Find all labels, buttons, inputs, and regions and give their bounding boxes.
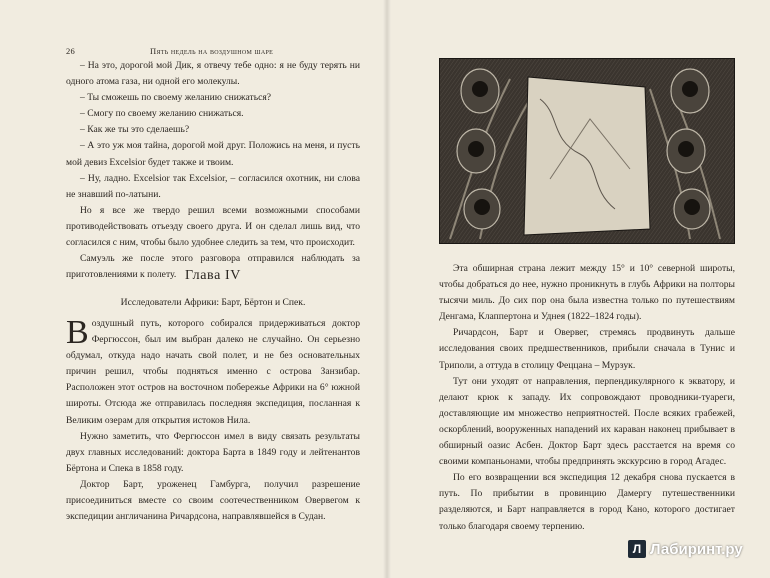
page-number: 26: [66, 46, 76, 56]
paragraph: По его возвращении вся экспедиция 12 декабря снова пускается в путь. По прибытии в провинцию Дамергу путешественники разделяются, и Барт направляется в город Кано, которого достигает только благодаря своему терпению.: [439, 472, 735, 532]
right-body-text: [439, 261, 735, 535]
first-paragraph: [66, 316, 360, 429]
first-paragraph-rest: оздушный путь, которого собирался придерживаться доктор Фергюссон, был им выбран далеко не случайно. Он серьезно обдумал, откуда надо начать свой полет, и не без основательных причин решил, чтобы подняться именно с острова Занзибар. Расположен этот остров на восточном побережье Африки на 6° южной широты. Отсюда же отправилась последняя экспедиция, посланная к Великим озерам для открытия истоков Нила.: [66, 318, 360, 426]
dialogue-line: – А это уж моя тайна, дорогой мой друг. Положись на меня, и пусть мой девиз Excelsior будет также и твоим.: [66, 140, 360, 168]
dialogue-line: – Как же ты это сделаешь?: [80, 124, 190, 136]
chapter-title: Глава IV: [185, 268, 241, 283]
paragraph: Ричардсон, Барт и Овервег, стремясь продвинуть дальше исследования своих предшественников, прибыли сначала в Тунис и Триполи, а оттуда в столицу Феццана – Мурзук.: [439, 327, 735, 371]
paragraph: Доктор Барт, уроженец Гамбурга, получил разрешение присоединиться вместе со своим соотечественником Овервегом к экспедиции англичанина Ричардсона, направлявшейся в Судан.: [66, 478, 360, 523]
watermark: [628, 540, 743, 558]
chapter-body-text: [66, 316, 360, 525]
paragraph: Самуэль же после этого разговора отправился наблюдать за приготовлениями к полету.: [66, 253, 360, 281]
drop-cap: В: [66, 314, 89, 351]
engraving-image: [440, 59, 734, 243]
paragraph: Эта обширная страна лежит между 15° и 10° северной широты, чтобы добраться до нее, нужно проникнуть в глубь Африки на полторы тысячи миль. До сих пор она была известна только по путешествиям Денгама, Клаппертона и Уднея (1822–1824 годы).: [439, 263, 735, 323]
dialogue-line: – На это, дорогой мой Дик, я отвечу тебе одно: я не буду терять ни одного атома газа, ни одной его молекулы.: [66, 60, 360, 88]
engraving-illustration: [439, 58, 735, 244]
dialogue-line: – Ты сможешь по своему желанию снижаться?: [80, 92, 272, 104]
running-title: Пять недель на воздушном шаре: [150, 46, 274, 56]
dialogue-line: – Ну, ладно. Excelsior так Excelsior, – согласился охотник, ни слова не знавший по-латыни.: [66, 172, 360, 200]
watermark-logo-icon: Л: [628, 540, 646, 558]
paragraph: Но я все же твердо решил всеми возможными способами противодействовать отъезду своего друга. И он сделал лишь вид, что согласился с ним, чтобы было удобнее следить за тем, что происходит.: [66, 204, 360, 249]
paragraph: Нужно заметить, что Фергюссон имел в виду связать результаты двух главных исследований: доктора Барта в 1849 году и лейтенантов Бёртона и Спека в 1858 году.: [66, 430, 360, 474]
left-top-text: [66, 58, 360, 283]
paragraph: Тут они уходят от направления, перпендикулярного к экватору, и делают крюк к западу. Их сопровождают проводники-туареги, доставляющие им множество неприятностей. После всяких грабежей, оскорблений, вооруженных нападений их караван наконец прибывает в обширный оазис Асбен. Доктор Барт здесь расстается на время со своими компаньонами, чтобы предпринять экскурсию в город Агадес.: [439, 375, 735, 468]
dialogue-line: – Смогу по своему желанию снижаться.: [80, 108, 244, 120]
chapter-subtitle: Исследователи Африки: Барт, Бёртон и Спек.: [120, 297, 306, 308]
watermark-text: Лабиринт.ру: [650, 540, 743, 558]
